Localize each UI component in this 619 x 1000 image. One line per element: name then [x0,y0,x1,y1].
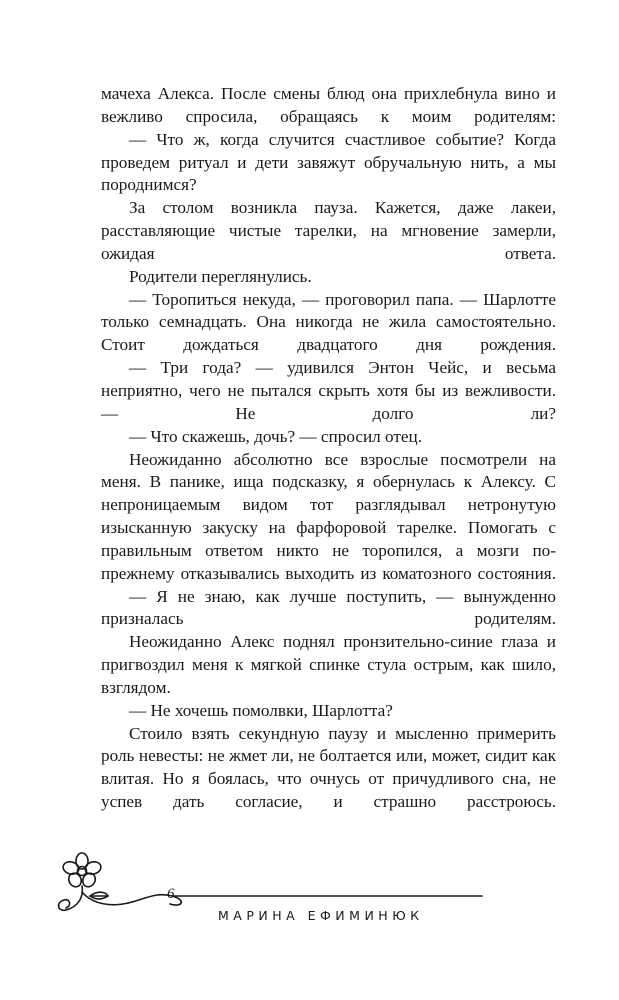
paragraph: Неожиданно абсолютно все взрослые посмотрели на меня. В панике, ища подсказку, я обернулась к Алексу. С непроницаемым видом тот разглядывал нетронутую изысканную закуску на фарфоровой тарелке. Помогать с правильным ответом никто не торопился, а мозги по-прежнему отказывались выходить из коматозного состояния. [101,449,556,583]
paragraph: — Не хочешь помолвки, Шарлотта? [129,700,393,720]
paragraph: — Что скажешь, дочь? — спросил отец. [129,426,423,446]
paragraph: мачеха Алекса. После смены блюд она прихлебнула вино и вежливо спросила, обращаясь к моим родителям: [101,84,556,126]
paragraph: — Три года? — удивился Энтон Чейс, и весьма неприятно, чего не пытался скрыть хотя бы из вежливости. — Не долго ли? [101,358,556,423]
paragraph: Неожиданно Алекс поднял пронзительно-синие глаза и пригвоздил меня к мягкой спинке стула острым, как шило, взглядом. [101,632,556,697]
paragraph: — Торопиться некуда, — проговорил папа. — Шарлотте только семнадцать. Она никогда не жила самостоятельно. Стоит дождаться двадцатого дня рождения. [101,289,556,355]
paragraph: — Я не знаю, как лучше поступить, — вынужденно призналась родителям. [101,586,556,629]
paragraph: За столом возникла пауза. Кажется, даже лакеи, расставляющие чистые тарелки, на мгновение замерли, ожидая ответа. [101,198,556,263]
paragraph: Родители переглянулись. [129,266,312,286]
paragraph: Стоило взять секундную паузу и мысленно примерить роль невесты: не жмет ли, не болтается или, может, сидит как влитая. Но я боялась, что очнусь от причудливого сна, не успев дать согласие, и страшно расстроюсь. [101,723,556,812]
body-text [101,83,556,814]
paragraph: — Что ж, когда случится счастливое событие? Когда проведем ритуал и дети завяжут обручальную нить, а мы породнимся? [101,129,556,195]
page-number: 6 [167,886,175,902]
running-footer-author: МАРИНА ЕФИМИНЮК [218,908,424,923]
